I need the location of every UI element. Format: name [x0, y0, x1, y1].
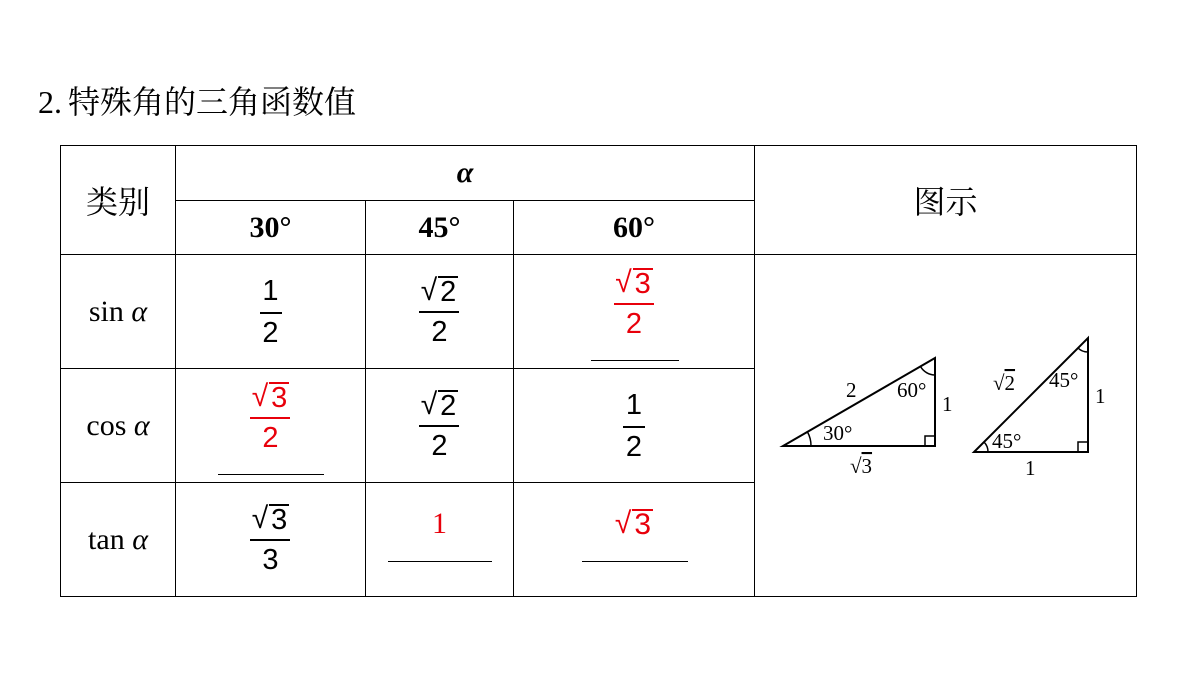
tri1-top-angle-label: 60°: [897, 378, 927, 402]
cell-cos45: [366, 369, 514, 483]
tri2-hypotenuse-label: √2: [993, 371, 1016, 395]
angle-arc-30: [808, 432, 812, 446]
cell-tan45: [366, 483, 514, 597]
cell-sin30: [176, 255, 366, 369]
answer-blank-line: [582, 561, 688, 562]
fraction: √ 3 3: [250, 504, 292, 576]
row-label-sin: sin α: [61, 255, 176, 369]
section-heading: [38, 82, 356, 122]
tri2-left-angle-label: 45°: [992, 429, 1022, 453]
right-angle-mark: [925, 436, 935, 446]
tri2-base-label: 1: [1025, 456, 1036, 480]
row-label-cos: cos α: [61, 369, 176, 483]
cell-tan60: [514, 483, 755, 597]
answer-blank-line: [218, 474, 324, 475]
triangle-figures: [755, 255, 1137, 597]
angle-45-header: 45°: [366, 201, 514, 255]
trig-values-table: [60, 145, 1137, 597]
angle-60-header: 60°: [514, 201, 755, 255]
cell-sin45: [366, 255, 514, 369]
section-title: 特殊角的三角函数值: [68, 83, 357, 121]
tri2-top-angle-label: 45°: [1049, 368, 1079, 392]
angle-arc-45-top: [1078, 348, 1088, 352]
alpha-header: α: [176, 146, 755, 201]
category-header: 类别: [61, 146, 176, 255]
angle-30-header: 30°: [176, 201, 366, 255]
answer-value: 1: [432, 506, 447, 540]
answer-value: √ 3: [614, 506, 652, 541]
cell-tan30: [176, 483, 366, 597]
row-label-tan: tan α: [61, 483, 176, 597]
fraction: √ 2 2: [419, 276, 461, 348]
answer-fraction: √ 3 2: [613, 268, 655, 340]
answer-blank-line: [591, 360, 679, 361]
fraction: $\frac{1}{2}$: [623, 389, 645, 463]
section-number: 2.: [38, 84, 62, 120]
fraction: $\frac{1}{2}$: [260, 275, 282, 349]
figure-header: 图示: [755, 146, 1137, 255]
tri1-base-label: √3: [850, 454, 873, 478]
angle-arc-45-bottom: [984, 442, 988, 452]
tri1-vertical-label: 1: [942, 392, 953, 416]
fraction: √ 2 2: [419, 390, 461, 462]
triangle-30-60-90: [783, 358, 935, 446]
cell-cos60: [514, 369, 755, 483]
cell-cos30: [176, 369, 366, 483]
angle-arc-60: [921, 367, 936, 376]
answer-blank-line: [388, 561, 492, 562]
answer-fraction: √ 3 2: [250, 382, 292, 454]
figure-cell: [755, 255, 1137, 597]
right-angle-mark: [1078, 442, 1088, 452]
tri2-vertical-label: 1: [1095, 384, 1106, 408]
tri1-left-angle-label: 30°: [823, 421, 853, 445]
cell-sin60: [514, 255, 755, 369]
tri1-hypotenuse-label: 2: [846, 378, 857, 402]
